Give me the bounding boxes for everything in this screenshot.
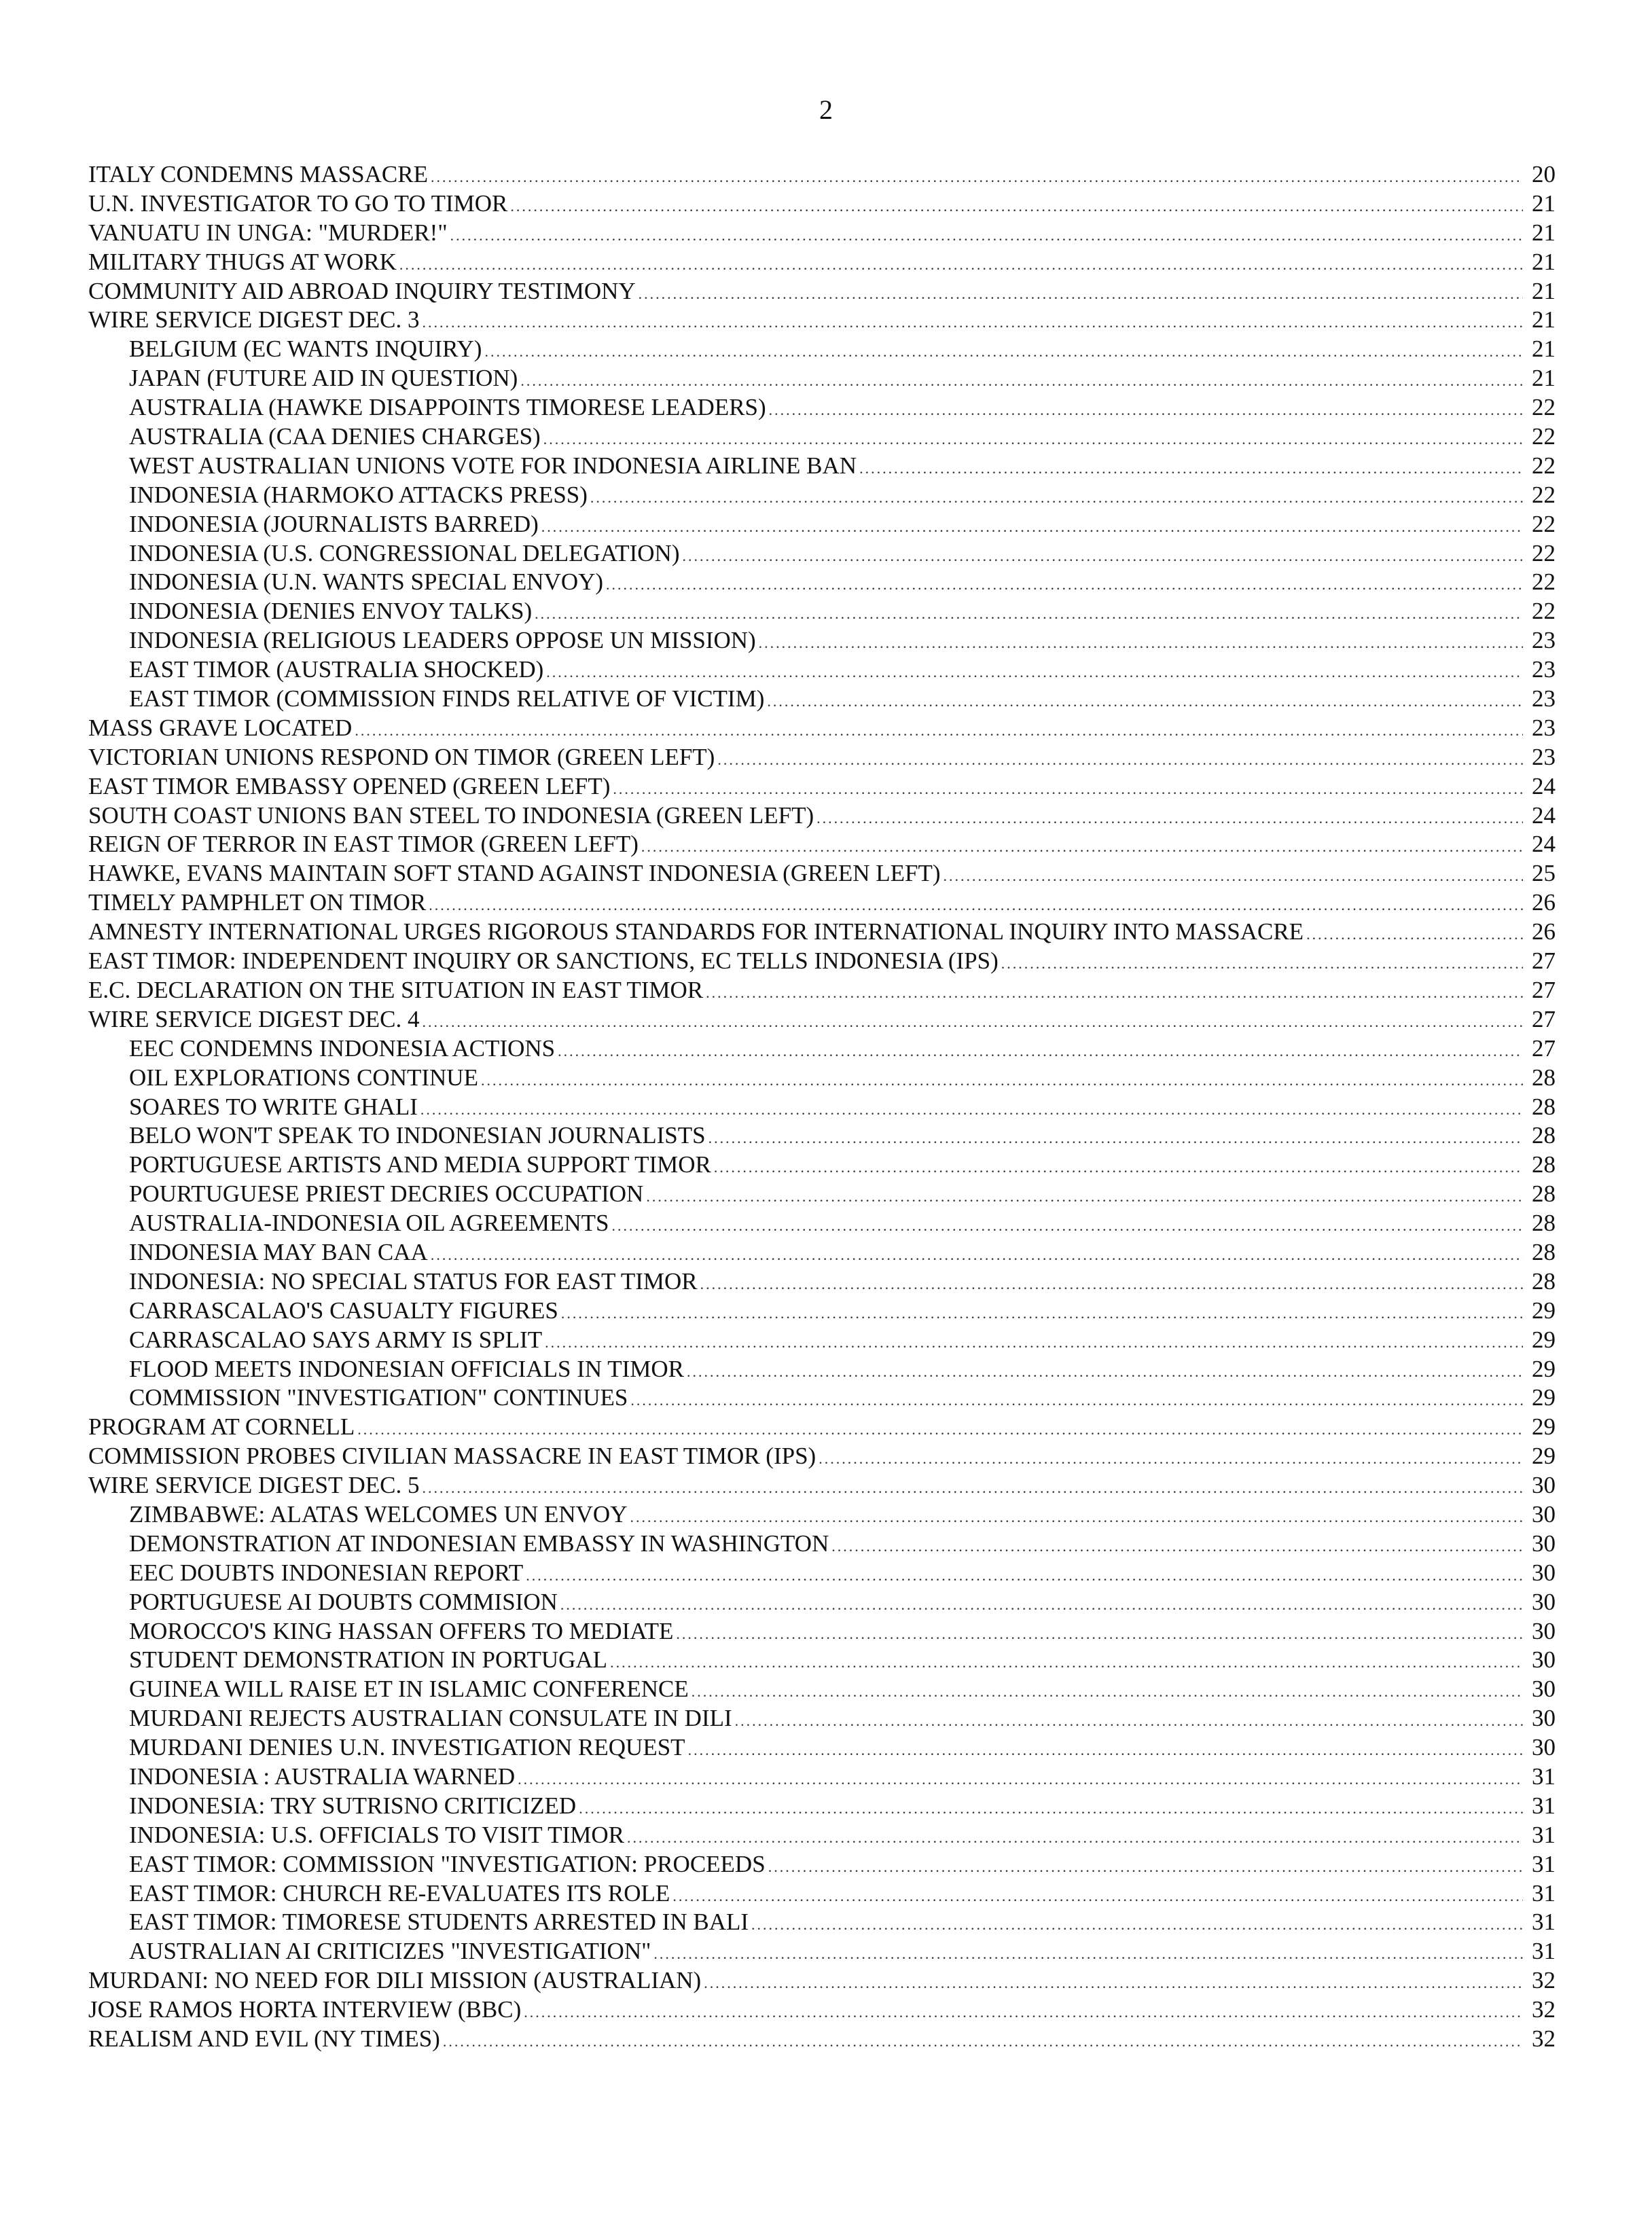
toc-entry-title: STUDENT DEMONSTRATION IN PORTUGAL bbox=[129, 1646, 608, 1674]
toc-entry-page: 23 bbox=[1532, 627, 1556, 654]
dot-leader bbox=[704, 1969, 1523, 1998]
toc-entry bbox=[88, 1617, 1556, 1646]
toc-entry-title: INDONESIA: NO SPECIAL STATUS FOR EAST TIMOR bbox=[129, 1267, 698, 1295]
toc-entry-title: EAST TIMOR EMBASSY OPENED (GREEN LEFT) bbox=[88, 772, 611, 799]
toc-entry bbox=[88, 1034, 1556, 1064]
toc-entry-title: OIL EXPLORATIONS CONTINUE bbox=[129, 1064, 478, 1091]
toc-entry-page: 28 bbox=[1532, 1180, 1556, 1208]
toc-entry bbox=[88, 1588, 1556, 1617]
toc-entry bbox=[88, 2025, 1556, 2054]
toc-entry-page: 27 bbox=[1532, 976, 1556, 1003]
toc-entry-title: HAWKE, EVANS MAINTAIN SOFT STAND AGAINST INDONESIA (GREEN LEFT) bbox=[88, 860, 941, 887]
dot-leader bbox=[610, 1648, 1523, 1678]
toc-entry-title: PORTUGUESE ARTISTS AND MEDIA SUPPORT TIMOR bbox=[129, 1151, 711, 1178]
toc-entry-page: 30 bbox=[1532, 1472, 1556, 1499]
toc-entry-title: INDONESIA (JOURNALISTS BARRED) bbox=[129, 510, 539, 537]
toc-entry bbox=[88, 626, 1556, 655]
toc-entry-title: SOARES TO WRITE GHALI bbox=[129, 1093, 418, 1120]
toc-entry-title: REIGN OF TERROR IN EAST TIMOR (GREEN LEFT) bbox=[88, 831, 639, 858]
dot-leader bbox=[561, 1299, 1523, 1329]
dot-leader bbox=[751, 1911, 1523, 1940]
toc-entry-page: 30 bbox=[1532, 1617, 1556, 1644]
toc-entry-title: INDONESIA (HARMOKO ATTACKS PRESS) bbox=[129, 481, 588, 508]
toc-entry bbox=[88, 685, 1556, 714]
toc-entry-page: 21 bbox=[1532, 248, 1556, 275]
toc-entry-page: 22 bbox=[1532, 598, 1556, 625]
toc-entry-title: JOSE RAMOS HORTA INTERVIEW (BBC) bbox=[88, 1996, 522, 2023]
dot-leader bbox=[859, 454, 1523, 484]
dot-leader bbox=[769, 396, 1523, 425]
toc-entry-title: INDONESIA (RELIGIOUS LEADERS OPPOSE UN MISSION) bbox=[129, 627, 756, 654]
toc-entry-title: EEC DOUBTS INDONESIAN REPORT bbox=[129, 1559, 524, 1586]
toc-entry bbox=[88, 1850, 1556, 1879]
dot-leader bbox=[639, 280, 1523, 309]
toc-entry bbox=[88, 1996, 1556, 2025]
toc-entry-page: 21 bbox=[1532, 189, 1556, 217]
toc-entry-page: 20 bbox=[1532, 161, 1556, 187]
toc-entry bbox=[88, 1355, 1556, 1384]
dot-leader bbox=[687, 1358, 1523, 1387]
toc-entry-page: 22 bbox=[1532, 568, 1556, 596]
toc-entry bbox=[88, 1908, 1556, 1937]
toc-entry-title: EAST TIMOR: TIMORESE STUDENTS ARRESTED IN BALI bbox=[129, 1909, 749, 1936]
dot-leader bbox=[672, 1882, 1523, 1911]
dot-leader bbox=[611, 1212, 1523, 1241]
toc-entry-title: EAST TIMOR: CHURCH RE-EVALUATES ITS ROLE bbox=[129, 1879, 670, 1907]
toc-entry-page: 22 bbox=[1532, 394, 1556, 421]
toc-entry-page: 24 bbox=[1532, 772, 1556, 799]
toc-entry-title: WIRE SERVICE DIGEST DEC. 5 bbox=[88, 1472, 420, 1499]
toc-entry-title: WIRE SERVICE DIGEST DEC. 3 bbox=[88, 306, 420, 333]
toc-entry-page: 28 bbox=[1532, 1238, 1556, 1265]
dot-leader bbox=[735, 1707, 1523, 1736]
toc-entry bbox=[88, 801, 1556, 831]
dot-leader bbox=[630, 1503, 1523, 1532]
dot-leader bbox=[423, 308, 1523, 338]
toc-entry-title: MILITARY THUGS AT WORK bbox=[88, 248, 397, 275]
toc-entry bbox=[88, 1937, 1556, 1966]
toc-entry-title: EAST TIMOR (AUSTRALIA SHOCKED) bbox=[129, 656, 544, 683]
toc-entry bbox=[88, 364, 1556, 393]
toc-entry-page: 26 bbox=[1532, 918, 1556, 945]
toc-entry-title: WIRE SERVICE DIGEST DEC. 4 bbox=[88, 1005, 420, 1032]
toc-entry-title: VANUATU IN UNGA: "MURDER!" bbox=[88, 219, 448, 246]
dot-leader bbox=[1001, 950, 1523, 979]
toc-entry bbox=[88, 1530, 1556, 1559]
dot-leader bbox=[579, 1794, 1523, 1824]
toc-entry-title: BELO WON'T SPEAK TO INDONESIAN JOURNALISTS bbox=[129, 1122, 706, 1149]
toc-entry bbox=[88, 1821, 1556, 1850]
dot-leader bbox=[423, 1008, 1523, 1037]
toc-entry-page: 29 bbox=[1532, 1384, 1556, 1411]
toc-entry-title: MURDANI: NO NEED FOR DILI MISSION (AUSTRALIAN) bbox=[88, 1967, 702, 1994]
table-of-contents bbox=[88, 160, 1556, 2054]
toc-entry bbox=[88, 393, 1556, 422]
toc-entry bbox=[88, 714, 1556, 743]
toc-entry-title: INDONESIA: TRY SUTRISNO CRITICIZED bbox=[129, 1792, 577, 1819]
toc-entry-page: 22 bbox=[1532, 510, 1556, 537]
toc-entry-title: ITALY CONDEMNS MASSACRE bbox=[88, 161, 428, 187]
toc-entry bbox=[88, 1646, 1556, 1675]
dot-leader bbox=[510, 192, 1523, 221]
toc-entry-page: 30 bbox=[1532, 1734, 1556, 1761]
toc-entry bbox=[88, 772, 1556, 801]
toc-entry-title: INDONESIA: U.S. OFFICIALS TO VISIT TIMOR bbox=[129, 1821, 624, 1848]
dot-leader bbox=[543, 425, 1523, 454]
toc-entry-page: 29 bbox=[1532, 1443, 1556, 1470]
dot-leader bbox=[399, 251, 1523, 280]
toc-entry-title: COMMUNITY AID ABROAD INQUIRY TESTIMONY bbox=[88, 277, 636, 304]
dot-leader bbox=[944, 862, 1524, 891]
toc-entry-title: MOROCCO'S KING HASSAN OFFERS TO MEDIATE bbox=[129, 1617, 674, 1644]
toc-entry bbox=[88, 481, 1556, 510]
toc-entry-title: FLOOD MEETS INDONESIAN OFFICIALS IN TIMOR bbox=[129, 1355, 685, 1382]
dot-leader bbox=[357, 1415, 1523, 1445]
dot-leader bbox=[429, 891, 1523, 920]
toc-entry bbox=[88, 189, 1556, 219]
toc-entry bbox=[88, 1559, 1556, 1588]
toc-entry-title: E.C. DECLARATION ON THE SITUATION IN EAST TIMOR bbox=[88, 976, 704, 1003]
toc-entry bbox=[88, 1792, 1556, 1821]
toc-entry-page: 32 bbox=[1532, 1967, 1556, 1994]
toc-entry-title: DEMONSTRATION AT INDONESIAN EMBASSY IN WASHINGTON bbox=[129, 1530, 829, 1557]
toc-entry bbox=[88, 1675, 1556, 1704]
toc-entry-title: ZIMBABWE: ALATAS WELCOMES UN ENVOY bbox=[129, 1500, 628, 1528]
toc-entry bbox=[88, 947, 1556, 976]
dot-leader bbox=[524, 1998, 1523, 2027]
toc-entry-title: PORTUGUESE AI DOUBTS COMMISION bbox=[129, 1588, 558, 1615]
dot-leader bbox=[546, 658, 1523, 687]
toc-entry-page: 31 bbox=[1532, 1850, 1556, 1877]
dot-leader bbox=[630, 1386, 1523, 1415]
toc-entry-title: BELGIUM (EC WANTS INQUIRY) bbox=[129, 336, 482, 363]
toc-entry-title: MASS GRAVE LOCATED bbox=[88, 714, 353, 741]
toc-entry bbox=[88, 160, 1556, 189]
toc-entry-page: 31 bbox=[1532, 1821, 1556, 1848]
toc-entry-title: INDONESIA (U.S. CONGRESSIONAL DELEGATION) bbox=[129, 539, 680, 566]
toc-entry bbox=[88, 859, 1556, 888]
toc-entry-page: 22 bbox=[1532, 452, 1556, 479]
toc-entry-page: 23 bbox=[1532, 714, 1556, 741]
toc-entry-page: 30 bbox=[1532, 1588, 1556, 1615]
toc-entry bbox=[88, 743, 1556, 772]
toc-entry bbox=[88, 976, 1556, 1005]
toc-entry-page: 28 bbox=[1532, 1210, 1556, 1237]
dot-leader bbox=[484, 338, 1523, 367]
dot-leader bbox=[518, 1765, 1523, 1794]
toc-entry-page: 31 bbox=[1532, 1792, 1556, 1819]
toc-entry bbox=[88, 248, 1556, 277]
toc-entry-page: 22 bbox=[1532, 481, 1556, 508]
dot-leader bbox=[420, 1096, 1523, 1125]
dot-leader bbox=[355, 717, 1523, 746]
dot-leader bbox=[759, 629, 1523, 658]
dot-leader bbox=[520, 367, 1523, 396]
toc-entry-page: 28 bbox=[1532, 1267, 1556, 1295]
toc-entry bbox=[88, 1326, 1556, 1355]
toc-entry-page: 23 bbox=[1532, 743, 1556, 770]
dot-leader bbox=[816, 804, 1523, 833]
toc-entry-page: 22 bbox=[1532, 539, 1556, 566]
dot-leader bbox=[717, 746, 1523, 775]
toc-entry-title: AUSTRALIA (CAA DENIES CHARGES) bbox=[129, 423, 541, 450]
toc-entry bbox=[88, 1704, 1556, 1733]
dot-leader bbox=[768, 1853, 1523, 1882]
dot-leader bbox=[481, 1066, 1523, 1096]
toc-entry bbox=[88, 568, 1556, 597]
toc-entry bbox=[88, 539, 1556, 568]
toc-entry-page: 29 bbox=[1532, 1413, 1556, 1441]
toc-entry-title: POURTUGUESE PRIEST DECRIES OCCUPATION bbox=[129, 1180, 644, 1208]
dot-leader bbox=[700, 1270, 1523, 1299]
toc-entry bbox=[88, 1267, 1556, 1297]
dot-leader bbox=[706, 979, 1523, 1008]
toc-entry bbox=[88, 1500, 1556, 1530]
dot-leader bbox=[1306, 920, 1523, 950]
toc-entry bbox=[88, 1384, 1556, 1413]
toc-entry bbox=[88, 1151, 1556, 1180]
toc-entry-title: COMMISSION "INVESTIGATION" CONTINUES bbox=[129, 1384, 628, 1411]
toc-entry-page: 27 bbox=[1532, 947, 1556, 975]
dot-leader bbox=[641, 833, 1523, 862]
toc-entry bbox=[88, 830, 1556, 859]
toc-entry bbox=[88, 1879, 1556, 1909]
toc-entry-page: 29 bbox=[1532, 1326, 1556, 1353]
dot-leader bbox=[558, 1037, 1523, 1066]
dot-leader bbox=[606, 571, 1523, 600]
toc-entry-page: 21 bbox=[1532, 336, 1556, 363]
toc-entry bbox=[88, 1180, 1556, 1209]
toc-entry bbox=[88, 219, 1556, 248]
dot-leader bbox=[613, 775, 1523, 804]
dot-leader bbox=[831, 1532, 1523, 1561]
toc-entry-page: 22 bbox=[1532, 423, 1556, 450]
dot-leader bbox=[646, 1182, 1523, 1212]
dot-leader bbox=[767, 687, 1523, 717]
toc-entry-title: AUSTRALIA-INDONESIA OIL AGREEMENTS bbox=[129, 1210, 609, 1237]
toc-entry-title: GUINEA WILL RAISE ET IN ISLAMIC CONFERENCE bbox=[129, 1676, 689, 1703]
toc-entry-page: 24 bbox=[1532, 801, 1556, 829]
dot-leader bbox=[714, 1153, 1523, 1182]
toc-entry-page: 27 bbox=[1532, 1005, 1556, 1032]
toc-entry-page: 32 bbox=[1532, 1996, 1556, 2023]
toc-entry-page: 25 bbox=[1532, 860, 1556, 887]
toc-entry-title: COMMISSION PROBES CIVILIAN MASSACRE IN EAST TIMOR (IPS) bbox=[88, 1443, 816, 1470]
toc-entry-page: 21 bbox=[1532, 219, 1556, 246]
toc-entry-page: 30 bbox=[1532, 1705, 1556, 1732]
dot-leader bbox=[692, 1678, 1523, 1707]
toc-entry bbox=[88, 306, 1556, 335]
toc-entry-page: 29 bbox=[1532, 1297, 1556, 1324]
toc-entry-title: MURDANI DENIES U.N. INVESTIGATION REQUEST bbox=[129, 1734, 685, 1761]
toc-entry bbox=[88, 335, 1556, 364]
dot-leader bbox=[431, 1241, 1523, 1270]
toc-entry bbox=[88, 1413, 1556, 1442]
dot-leader bbox=[541, 513, 1523, 542]
toc-entry-page: 31 bbox=[1532, 1909, 1556, 1936]
toc-entry-title: INDONESIA (DENIES ENVOY TALKS) bbox=[129, 598, 533, 625]
toc-entry-page: 31 bbox=[1532, 1879, 1556, 1907]
toc-entry-title: EAST TIMOR (COMMISSION FINDS RELATIVE OF VICTIM) bbox=[129, 685, 765, 712]
toc-entry-title: EAST TIMOR: INDEPENDENT INQUIRY OR SANCTIONS, EC TELLS INDONESIA (IPS) bbox=[88, 947, 999, 975]
dot-leader bbox=[819, 1445, 1523, 1474]
toc-entry bbox=[88, 422, 1556, 452]
toc-entry-page: 23 bbox=[1532, 685, 1556, 712]
toc-entry-page: 30 bbox=[1532, 1530, 1556, 1557]
toc-entry-title: INDONESIA (U.N. WANTS SPECIAL ENVOY) bbox=[129, 568, 604, 596]
dot-leader bbox=[450, 221, 1523, 251]
toc-entry bbox=[88, 1763, 1556, 1792]
toc-entry-page: 30 bbox=[1532, 1559, 1556, 1586]
toc-entry bbox=[88, 510, 1556, 539]
toc-entry bbox=[88, 1238, 1556, 1267]
toc-entry bbox=[88, 597, 1556, 626]
toc-entry-title: INDONESIA : AUSTRALIA WARNED bbox=[129, 1763, 516, 1790]
toc-entry bbox=[88, 1471, 1556, 1500]
dot-leader bbox=[545, 1329, 1523, 1358]
toc-entry bbox=[88, 277, 1556, 306]
toc-entry-title: INDONESIA MAY BAN CAA bbox=[129, 1238, 428, 1265]
dot-leader bbox=[653, 1940, 1523, 1969]
toc-entry-page: 28 bbox=[1532, 1151, 1556, 1178]
toc-entry-title: EAST TIMOR: COMMISSION "INVESTIGATION: PROCEEDS bbox=[129, 1850, 766, 1877]
page-number: 2 bbox=[819, 94, 833, 125]
toc-entry-title: CARRASCALAO'S CASUALTY FIGURES bbox=[129, 1297, 558, 1324]
toc-entry-title: AUSTRALIA (HAWKE DISAPPOINTS TIMORESE LEADERS) bbox=[129, 394, 766, 421]
toc-entry bbox=[88, 452, 1556, 481]
toc-entry-title: WEST AUSTRALIAN UNIONS VOTE FOR INDONESIA AIRLINE BAN bbox=[129, 452, 857, 479]
dot-leader bbox=[431, 163, 1523, 192]
toc-entry-page: 21 bbox=[1532, 277, 1556, 304]
toc-entry-page: 28 bbox=[1532, 1093, 1556, 1120]
dot-leader bbox=[560, 1591, 1523, 1620]
toc-entry-page: 26 bbox=[1532, 889, 1556, 916]
dot-leader bbox=[526, 1561, 1523, 1591]
toc-entry-page: 28 bbox=[1532, 1064, 1556, 1091]
toc-entry bbox=[88, 1064, 1556, 1093]
dot-leader bbox=[708, 1124, 1523, 1153]
toc-entry bbox=[88, 1121, 1556, 1151]
toc-entry bbox=[88, 1733, 1556, 1763]
toc-entry-page: 31 bbox=[1532, 1763, 1556, 1790]
dot-leader bbox=[443, 2027, 1523, 2057]
toc-entry-page: 27 bbox=[1532, 1034, 1556, 1062]
toc-entry bbox=[88, 1209, 1556, 1238]
toc-entry-title: TIMELY PAMPHLET ON TIMOR bbox=[88, 889, 427, 916]
toc-entry-title: U.N. INVESTIGATOR TO GO TO TIMOR bbox=[88, 189, 508, 217]
toc-entry-page: 28 bbox=[1532, 1122, 1556, 1149]
toc-entry-page: 30 bbox=[1532, 1500, 1556, 1528]
toc-entry-page: 23 bbox=[1532, 656, 1556, 683]
toc-entry bbox=[88, 1093, 1556, 1122]
toc-entry-title: MURDANI REJECTS AUSTRALIAN CONSULATE IN DILI bbox=[129, 1705, 732, 1732]
toc-entry-title: REALISM AND EVIL (NY TIMES) bbox=[88, 2025, 440, 2052]
toc-entry-title: CARRASCALAO SAYS ARMY IS SPLIT bbox=[129, 1326, 543, 1353]
toc-entry-title: EEC CONDEMNS INDONESIA ACTIONS bbox=[129, 1034, 556, 1062]
toc-entry-page: 21 bbox=[1532, 306, 1556, 333]
toc-entry bbox=[88, 655, 1556, 685]
dot-leader bbox=[676, 1620, 1523, 1649]
toc-entry-title: AMNESTY INTERNATIONAL URGES RIGOROUS STANDARDS FOR INTERNATIONAL INQUIRY INTO MASSACRE bbox=[88, 918, 1304, 945]
dot-leader bbox=[682, 542, 1523, 571]
toc-entry-title: VICTORIAN UNIONS RESPOND ON TIMOR (GREEN LEFT) bbox=[88, 743, 715, 770]
toc-entry-page: 21 bbox=[1532, 365, 1556, 392]
toc-entry-page: 31 bbox=[1532, 1938, 1556, 1965]
toc-entry-title: SOUTH COAST UNIONS BAN STEEL TO INDONESIA (GREEN LEFT) bbox=[88, 801, 814, 829]
toc-entry-page: 30 bbox=[1532, 1676, 1556, 1703]
dot-leader bbox=[423, 1474, 1523, 1503]
toc-entry-page: 24 bbox=[1532, 831, 1556, 858]
dot-leader bbox=[535, 600, 1523, 629]
toc-entry bbox=[88, 1966, 1556, 1996]
toc-entry-title: PROGRAM AT CORNELL bbox=[88, 1413, 355, 1441]
dot-leader bbox=[688, 1736, 1523, 1765]
toc-entry bbox=[88, 888, 1556, 918]
toc-entry-title: AUSTRALIAN AI CRITICIZES "INVESTIGATION" bbox=[129, 1938, 651, 1965]
dot-leader bbox=[590, 484, 1523, 513]
toc-entry bbox=[88, 1442, 1556, 1471]
toc-entry-page: 32 bbox=[1532, 2025, 1556, 2052]
toc-entry bbox=[88, 1005, 1556, 1034]
toc-entry-title: JAPAN (FUTURE AID IN QUESTION) bbox=[129, 365, 518, 392]
dot-leader bbox=[627, 1824, 1523, 1853]
toc-entry-page: 30 bbox=[1532, 1646, 1556, 1674]
toc-entry bbox=[88, 1297, 1556, 1326]
toc-entry bbox=[88, 918, 1556, 947]
toc-entry-page: 29 bbox=[1532, 1355, 1556, 1382]
